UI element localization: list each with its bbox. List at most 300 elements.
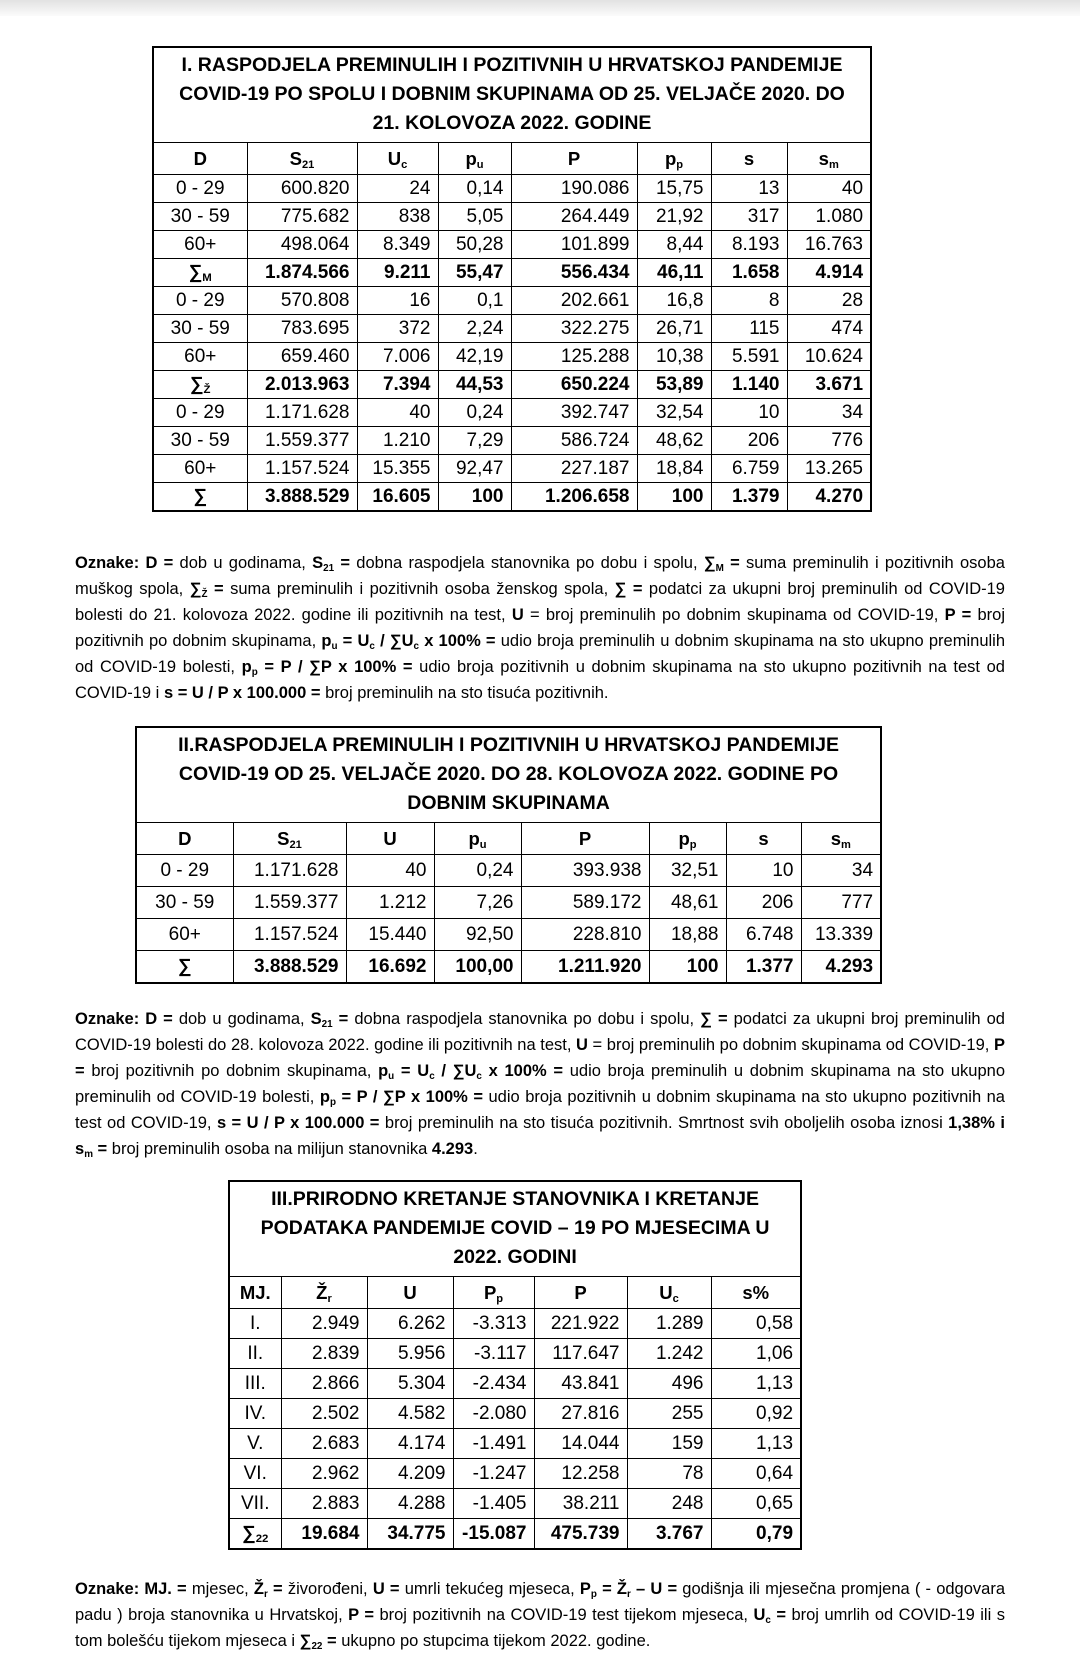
cell-value: 100 bbox=[637, 483, 711, 512]
subscript: c bbox=[765, 1614, 771, 1626]
note-term: Oznake: MJ. = bbox=[75, 1580, 187, 1598]
note-text: mjesec, bbox=[186, 1580, 254, 1598]
notes-table-3 bbox=[75, 1576, 1005, 1654]
column-header: MJ. bbox=[229, 1277, 281, 1309]
cell-value: -1.491 bbox=[453, 1429, 534, 1459]
cell-value: 24 bbox=[357, 175, 438, 203]
column-header: s bbox=[711, 143, 787, 175]
cell-value: 393.938 bbox=[521, 855, 649, 887]
subscript: r bbox=[327, 1292, 332, 1305]
cell-value: 27.816 bbox=[534, 1399, 627, 1429]
table-title: I. RASPODJELA PREMINULIH I POZITIVNIH U HRVATSKOJ PANDEMIJE COVID-19 PO SPOLU I DOBNIM SKUPINAMA OD 25. VELJAČE 2020. DO 21. KOLOVOZA 2022. GODINE bbox=[153, 47, 871, 143]
cell-value: 8 bbox=[711, 287, 787, 315]
table-row bbox=[153, 399, 871, 427]
cell-value: 4.914 bbox=[787, 259, 871, 287]
table-row bbox=[229, 1369, 801, 1399]
cell-value: 55,47 bbox=[438, 259, 511, 287]
note-term: ∑ = bbox=[700, 1010, 728, 1028]
cell-value: 16 bbox=[357, 287, 438, 315]
cell-value: 1.559.377 bbox=[233, 887, 346, 919]
subscript: M bbox=[202, 271, 212, 284]
cell-value: 32,54 bbox=[637, 399, 711, 427]
table-title-row bbox=[153, 47, 871, 143]
note-text: broj preminulih na sto tisuća pozitivnih. Smrtnost svih oboljelih osoba iznosi bbox=[379, 1114, 949, 1132]
cell-value: 1,13 bbox=[711, 1429, 801, 1459]
cell-value: 0,58 bbox=[711, 1309, 801, 1339]
cell-value: 7,26 bbox=[434, 887, 521, 919]
cell-value: 1.210 bbox=[357, 427, 438, 455]
note-term: $\sum_Ž$ = bbox=[189, 580, 224, 600]
cell-value: -2.434 bbox=[453, 1369, 534, 1399]
cell-value: 783.695 bbox=[247, 315, 357, 343]
cell-value: 372 bbox=[357, 315, 438, 343]
cell-value: 776 bbox=[787, 427, 871, 455]
cell-value: 10,38 bbox=[637, 343, 711, 371]
cell-value: 0,64 bbox=[711, 1459, 801, 1489]
cell-value: 1.379 bbox=[711, 483, 787, 512]
row-label: $\sum_{22}$ bbox=[229, 1519, 281, 1550]
row-label: I. bbox=[229, 1309, 281, 1339]
note-term: P = bbox=[944, 606, 972, 624]
cell-value: 19.684 bbox=[281, 1519, 367, 1550]
note-term: $p_u = U_c / \sum U_c$ x 100% = bbox=[378, 1062, 564, 1082]
cell-value: 125.288 bbox=[511, 343, 637, 371]
cell-value: 2,24 bbox=[438, 315, 511, 343]
cell-value: 775.682 bbox=[247, 203, 357, 231]
cell-value: 3.671 bbox=[787, 371, 871, 399]
column-header: $S_{21}$ bbox=[233, 823, 346, 855]
cell-value: 3.888.529 bbox=[247, 483, 357, 512]
cell-value: 0,14 bbox=[438, 175, 511, 203]
column-header: U bbox=[346, 823, 434, 855]
cell-value: 50,28 bbox=[438, 231, 511, 259]
note-term: ∑ = bbox=[614, 580, 643, 598]
note-term: P = bbox=[348, 1606, 374, 1624]
cell-value: 5.304 bbox=[367, 1369, 453, 1399]
cell-value: 1.658 bbox=[711, 259, 787, 287]
cell-value: 48,61 bbox=[649, 887, 726, 919]
table-row bbox=[153, 455, 871, 483]
table-1-deaths-positives-by-sex-and-age bbox=[152, 46, 872, 512]
cell-value: 101.899 bbox=[511, 231, 637, 259]
cell-value: 100,00 bbox=[434, 951, 521, 984]
cell-value: 589.172 bbox=[521, 887, 649, 919]
cell-value: 221.922 bbox=[534, 1309, 627, 1339]
cell-value: 2.883 bbox=[281, 1489, 367, 1519]
cell-value: 227.187 bbox=[511, 455, 637, 483]
row-label: 0 - 29 bbox=[153, 175, 247, 203]
note-term: $S_{21}$ = bbox=[310, 1010, 349, 1030]
cell-value: 474 bbox=[787, 315, 871, 343]
cell-value: 4.174 bbox=[367, 1429, 453, 1459]
column-header: s bbox=[726, 823, 801, 855]
cell-value: -15.087 bbox=[453, 1519, 534, 1550]
cell-value: 1.080 bbox=[787, 203, 871, 231]
note-text: dob u godinama, bbox=[172, 1010, 311, 1028]
cell-value: 4.288 bbox=[367, 1489, 453, 1519]
cell-value: 9.211 bbox=[357, 259, 438, 287]
note-text: dobna raspodjela stanovnika po dobu i spolu, bbox=[348, 1010, 701, 1028]
cell-value: 92,50 bbox=[434, 919, 521, 951]
subscript: c bbox=[369, 640, 375, 652]
cell-value: 190.086 bbox=[511, 175, 637, 203]
table-row bbox=[136, 887, 881, 919]
cell-value: 46,11 bbox=[637, 259, 711, 287]
cell-value: 1,06 bbox=[711, 1339, 801, 1369]
row-label: 30 - 59 bbox=[153, 427, 247, 455]
row-label: VII. bbox=[229, 1489, 281, 1519]
subscript: c bbox=[413, 640, 420, 652]
subscript: Ž bbox=[203, 383, 211, 396]
cell-value: 838 bbox=[357, 203, 438, 231]
cell-value: 4.270 bbox=[787, 483, 871, 512]
cell-value: 586.724 bbox=[511, 427, 637, 455]
column-header: $Ž_r$ bbox=[281, 1277, 367, 1309]
cell-value: 115 bbox=[711, 315, 787, 343]
cell-value: 34.775 bbox=[367, 1519, 453, 1550]
note-text: živorođeni, bbox=[282, 1580, 373, 1598]
cell-value: 10.624 bbox=[787, 343, 871, 371]
cell-value: 3.767 bbox=[627, 1519, 711, 1550]
table-header-row bbox=[153, 143, 871, 175]
cell-value: 255 bbox=[627, 1399, 711, 1429]
cell-value: 13 bbox=[711, 175, 787, 203]
table-title: II.RASPODJELA PREMINULIH I POZITIVNIH U HRVATSKOJ PANDEMIJE COVID-19 OD 25. VELJAČE 2020. DO 28. KOLOVOZA 2022. GODINE PO DOBNIM SKUPINAMA bbox=[136, 727, 881, 823]
row-label: $\sum_M$ bbox=[153, 259, 247, 287]
cell-value: 13.265 bbox=[787, 455, 871, 483]
table-row bbox=[153, 315, 871, 343]
cell-value: 202.661 bbox=[511, 287, 637, 315]
cell-value: 206 bbox=[726, 887, 801, 919]
cell-value: 21,92 bbox=[637, 203, 711, 231]
cell-value: 4.209 bbox=[367, 1459, 453, 1489]
cell-value: -3.313 bbox=[453, 1309, 534, 1339]
cell-value: 322.275 bbox=[511, 315, 637, 343]
cell-value: 38.211 bbox=[534, 1489, 627, 1519]
subscript: c bbox=[429, 1070, 435, 1082]
table-total-row bbox=[153, 483, 871, 512]
subscript: m bbox=[828, 158, 839, 171]
row-label: 30 - 59 bbox=[136, 887, 233, 919]
column-header: $s_m$ bbox=[801, 823, 881, 855]
cell-value: 7.394 bbox=[357, 371, 438, 399]
note-term: $\sum_{22}$ = bbox=[299, 1632, 337, 1652]
column-header: P bbox=[521, 823, 649, 855]
row-label: II. bbox=[229, 1339, 281, 1369]
note-text: podatci za ukupni broj preminulih od COVID-19 bolesti do 28. kolovoza 2022. godine ili pozitivnih na test, bbox=[75, 1010, 1005, 1054]
cell-value: 28 bbox=[787, 287, 871, 315]
table-row bbox=[153, 231, 871, 259]
table-row bbox=[153, 287, 871, 315]
note-term: 4.293 bbox=[431, 1140, 474, 1158]
note-term: $P_p$ = $Ž_r$ – U = bbox=[579, 1580, 678, 1600]
page-top-shadow bbox=[0, 0, 1080, 16]
cell-value: 2.683 bbox=[281, 1429, 367, 1459]
cell-value: 8.349 bbox=[357, 231, 438, 259]
cell-value: 1,13 bbox=[711, 1369, 801, 1399]
table-total-row bbox=[136, 951, 881, 984]
note-text: broj pozitivnih po dobnim skupinama, bbox=[84, 1062, 379, 1080]
subscript: 21 bbox=[289, 838, 302, 851]
cell-value: 117.647 bbox=[534, 1339, 627, 1369]
cell-value: 15.440 bbox=[346, 919, 434, 951]
table-row bbox=[153, 427, 871, 455]
cell-value: 2.949 bbox=[281, 1309, 367, 1339]
cell-value: 264.449 bbox=[511, 203, 637, 231]
subscript: m bbox=[84, 1148, 93, 1160]
column-header: P bbox=[534, 1277, 627, 1309]
cell-value: 34 bbox=[787, 399, 871, 427]
column-header: U bbox=[367, 1277, 453, 1309]
column-header: D bbox=[153, 143, 247, 175]
note-text: broj umrlih od COVID-19 ili s tom bolešću tijekom mjeseca i bbox=[75, 1606, 1005, 1650]
cell-value: 777 bbox=[801, 887, 881, 919]
cell-value: 42,19 bbox=[438, 343, 511, 371]
subscript: 22 bbox=[255, 1532, 269, 1545]
cell-value: 0,1 bbox=[438, 287, 511, 315]
note-text: . bbox=[473, 1140, 478, 1158]
note-text: podatci za ukupni broj preminulih od COVID-19 bolesti do 21. kolovoza 2022. godine ili pozitivnih na test, bbox=[75, 580, 1005, 624]
subscript: p bbox=[329, 1096, 337, 1108]
cell-value: 2.013.963 bbox=[247, 371, 357, 399]
cell-value: 248 bbox=[627, 1489, 711, 1519]
table-row bbox=[229, 1459, 801, 1489]
row-label: 0 - 29 bbox=[153, 399, 247, 427]
note-text: broj pozitivnih na COVID-19 test tijekom mjeseca, bbox=[373, 1606, 754, 1624]
column-header: $p_u$ bbox=[438, 143, 511, 175]
table-title: III.PRIRODNO KRETANJE STANOVNIKA I KRETANJE PODATAKA PANDEMIJE COVID – 19 PO MJESECIMA U 2022. GODINI bbox=[229, 1181, 801, 1277]
cell-value: 2.866 bbox=[281, 1369, 367, 1399]
table-total-row bbox=[229, 1519, 801, 1550]
cell-value: 100 bbox=[438, 483, 511, 512]
table-header-row bbox=[229, 1277, 801, 1309]
notes-table-2 bbox=[75, 1006, 1005, 1162]
table-row bbox=[229, 1309, 801, 1339]
cell-value: -2.080 bbox=[453, 1399, 534, 1429]
cell-value: 475.739 bbox=[534, 1519, 627, 1550]
cell-value: 53,89 bbox=[637, 371, 711, 399]
note-text: dob u godinama, bbox=[173, 554, 313, 572]
cell-value: 2.962 bbox=[281, 1459, 367, 1489]
cell-value: 18,88 bbox=[649, 919, 726, 951]
row-label: 30 - 59 bbox=[153, 315, 247, 343]
cell-value: -1.247 bbox=[453, 1459, 534, 1489]
subscript: u bbox=[479, 838, 487, 851]
note-text: = broj preminulih po dobnim skupinama od COVID-19, bbox=[523, 606, 945, 624]
row-label: 60+ bbox=[153, 343, 247, 371]
subscript: c bbox=[401, 158, 408, 171]
cell-value: 600.820 bbox=[247, 175, 357, 203]
cell-value: 5,05 bbox=[438, 203, 511, 231]
cell-value: 40 bbox=[357, 399, 438, 427]
row-label: 60+ bbox=[153, 455, 247, 483]
cell-value: 100 bbox=[649, 951, 726, 984]
column-header: $p_p$ bbox=[649, 823, 726, 855]
cell-value: 5.956 bbox=[367, 1339, 453, 1369]
subscript: p bbox=[676, 158, 684, 171]
subscript: p bbox=[590, 1588, 597, 1600]
row-label: ∑ bbox=[153, 483, 247, 512]
cell-value: 1.874.566 bbox=[247, 259, 357, 287]
note-term: $p_p = P / \sum P$ x 100% = bbox=[241, 658, 413, 678]
cell-value: 6.262 bbox=[367, 1309, 453, 1339]
cell-value: 48,62 bbox=[637, 427, 711, 455]
note-text: = broj preminulih po dobnim skupinama od COVID-19, bbox=[587, 1036, 994, 1054]
note-text: suma preminulih i pozitivnih osoba muškog spola, bbox=[75, 554, 1005, 598]
table-title-row bbox=[136, 727, 881, 823]
cell-value: 7.006 bbox=[357, 343, 438, 371]
cell-value: 1.559.377 bbox=[247, 427, 357, 455]
note-text: broj pozitivnih po dobnim skupinama, bbox=[75, 606, 1005, 650]
note-text: udio broja preminulih u dobnim skupinama na sto ukupno preminulih od COVID-19 bolesti, bbox=[75, 632, 1006, 676]
cell-value: 0,24 bbox=[438, 399, 511, 427]
note-text: dobna raspodjela stanovnika po dobu i spolu, bbox=[350, 554, 704, 572]
cell-value: 1.157.524 bbox=[247, 455, 357, 483]
note-text: udio broja pozitivnih u dobnim skupinama na sto ukupno pozitivnih na test od COVID-19, bbox=[75, 1088, 1005, 1132]
cell-value: 2.502 bbox=[281, 1399, 367, 1429]
cell-value: 4.293 bbox=[801, 951, 881, 984]
table-row bbox=[153, 203, 871, 231]
subscript: p bbox=[251, 666, 258, 678]
cell-value: 659.460 bbox=[247, 343, 357, 371]
note-text: udio broja pozitivnih u dobnim skupinama na sto ukupno pozitivnih na test od COVID-19 i bbox=[75, 658, 1005, 702]
cell-value: 498.064 bbox=[247, 231, 357, 259]
note-text: godišnja ili mjesečna promjena ( - odgovara padu ) broja stanovnika u Hrvatskoj, bbox=[75, 1580, 1005, 1624]
cell-value: 40 bbox=[346, 855, 434, 887]
cell-value: -1.405 bbox=[453, 1489, 534, 1519]
note-text: broj preminulih na sto tisuća pozitivnih. bbox=[320, 684, 609, 702]
cell-value: -3.117 bbox=[453, 1339, 534, 1369]
cell-value: 1.171.628 bbox=[247, 399, 357, 427]
table-row bbox=[136, 855, 881, 887]
note-term: $S_{21}$ = bbox=[312, 554, 351, 574]
cell-value: 16.763 bbox=[787, 231, 871, 259]
note-text: suma preminulih i pozitivnih osoba ženskog spola, bbox=[223, 580, 615, 598]
subscript: m bbox=[840, 838, 851, 851]
table-row bbox=[153, 175, 871, 203]
table-row bbox=[229, 1399, 801, 1429]
cell-value: 228.810 bbox=[521, 919, 649, 951]
cell-value: 650.224 bbox=[511, 371, 637, 399]
cell-value: 15.355 bbox=[357, 455, 438, 483]
cell-value: 10 bbox=[726, 855, 801, 887]
column-header: $S_{21}$ bbox=[247, 143, 357, 175]
cell-value: 8,44 bbox=[637, 231, 711, 259]
cell-value: 4.582 bbox=[367, 1399, 453, 1429]
column-header: P bbox=[511, 143, 637, 175]
column-header: $U_c$ bbox=[627, 1277, 711, 1309]
note-term: $\sum_M$ = bbox=[703, 554, 740, 574]
cell-value: 10 bbox=[711, 399, 787, 427]
row-label: 30 - 59 bbox=[153, 203, 247, 231]
column-header: s% bbox=[711, 1277, 801, 1309]
cell-value: 15,75 bbox=[637, 175, 711, 203]
cell-value: 43.841 bbox=[534, 1369, 627, 1399]
cell-value: 78 bbox=[627, 1459, 711, 1489]
cell-value: 12.258 bbox=[534, 1459, 627, 1489]
cell-value: 26,71 bbox=[637, 315, 711, 343]
note-term: 1,38% i $s_m$ = bbox=[75, 1114, 1005, 1160]
column-header: $p_p$ bbox=[637, 143, 711, 175]
cell-value: 206 bbox=[711, 427, 787, 455]
cell-value: 317 bbox=[711, 203, 787, 231]
cell-value: 159 bbox=[627, 1429, 711, 1459]
row-label: 0 - 29 bbox=[153, 287, 247, 315]
cell-value: 1.212 bbox=[346, 887, 434, 919]
note-term: $p_u = U_c / \sum U_c$ x 100% = bbox=[321, 632, 496, 652]
cell-value: 44,53 bbox=[438, 371, 511, 399]
notes-table-1 bbox=[75, 550, 1005, 706]
row-label: 0 - 29 bbox=[136, 855, 233, 887]
cell-value: 32,51 bbox=[649, 855, 726, 887]
note-text: umrli tekućeg mjeseca, bbox=[399, 1580, 580, 1598]
subscript: 21 bbox=[323, 562, 335, 574]
subscript: u bbox=[331, 640, 338, 652]
cell-value: 570.808 bbox=[247, 287, 357, 315]
note-term: $U_c$ = bbox=[753, 1606, 786, 1626]
subscript: Ž bbox=[201, 588, 208, 600]
cell-value: 556.434 bbox=[511, 259, 637, 287]
cell-value: 2.839 bbox=[281, 1339, 367, 1369]
table-row bbox=[229, 1429, 801, 1459]
note-term: $p_p = P / \sum P$ x 100% = bbox=[319, 1088, 483, 1108]
table-total-row bbox=[153, 259, 871, 287]
cell-value: 1.377 bbox=[726, 951, 801, 984]
cell-value: 0,24 bbox=[434, 855, 521, 887]
row-label: VI. bbox=[229, 1459, 281, 1489]
cell-value: 1.140 bbox=[711, 371, 787, 399]
column-header: $U_c$ bbox=[357, 143, 438, 175]
cell-value: 392.747 bbox=[511, 399, 637, 427]
column-header: $p_u$ bbox=[434, 823, 521, 855]
note-term: U bbox=[576, 1036, 588, 1054]
cell-value: 1.157.524 bbox=[233, 919, 346, 951]
row-label: III. bbox=[229, 1369, 281, 1399]
cell-value: 16.605 bbox=[357, 483, 438, 512]
cell-value: 34 bbox=[801, 855, 881, 887]
row-label: 60+ bbox=[153, 231, 247, 259]
table-header-row bbox=[136, 823, 881, 855]
cell-value: 6.759 bbox=[711, 455, 787, 483]
cell-value: 5.591 bbox=[711, 343, 787, 371]
subscript: u bbox=[476, 158, 484, 171]
cell-value: 13.339 bbox=[801, 919, 881, 951]
cell-value: 0,79 bbox=[711, 1519, 801, 1550]
cell-value: 1.289 bbox=[627, 1309, 711, 1339]
cell-value: 16.692 bbox=[346, 951, 434, 984]
cell-value: 18,84 bbox=[637, 455, 711, 483]
subscript: 21 bbox=[302, 158, 315, 171]
note-term: $Ž_r$ = bbox=[253, 1580, 283, 1600]
cell-value: 8.193 bbox=[711, 231, 787, 259]
subscript: 21 bbox=[321, 1018, 333, 1030]
note-term: s = U / P x 100.000 = bbox=[216, 1114, 380, 1132]
cell-value: 1.211.920 bbox=[521, 951, 649, 984]
cell-value: 496 bbox=[627, 1369, 711, 1399]
note-text: broj preminulih osoba na milijun stanovnika bbox=[107, 1140, 432, 1158]
cell-value: 7,29 bbox=[438, 427, 511, 455]
row-label: ∑ bbox=[136, 951, 233, 984]
column-header: D bbox=[136, 823, 233, 855]
table-row bbox=[229, 1489, 801, 1519]
row-label: $\sum_Ž$ bbox=[153, 371, 247, 399]
note-text: udio broja preminulih u dobnim skupinama na sto ukupno preminulih od COVID-19 bolesti, bbox=[75, 1062, 1006, 1106]
cell-value: 14.044 bbox=[534, 1429, 627, 1459]
row-label: IV. bbox=[229, 1399, 281, 1429]
subscript: r bbox=[264, 1588, 268, 1600]
table-row bbox=[136, 919, 881, 951]
table-total-row bbox=[153, 371, 871, 399]
